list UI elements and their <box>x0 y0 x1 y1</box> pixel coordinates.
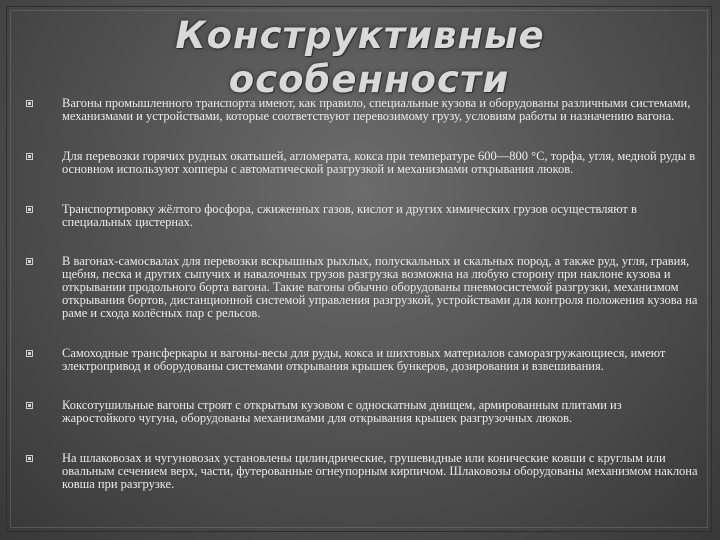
square-bullet-icon <box>26 153 33 160</box>
bullet-item <box>26 150 698 176</box>
bullet-text: В вагонах-самосвалах для перевозки вскрышных рыхлых, полускальных и скальных пород, а также руд, угля, гравия, щебня, песка и других сыпучих и навалочных грузов разгрузка возможна на любую сторону при наклоне кузова и открывании продольного борта вагона. Такие вагоны обычно оборудованы пневмосистемой разгрузки, механизмом открывания бортов, дистанционной системой управления разгрузкой, устройствами для контроля положения кузова на раме и схода колёсных пар с рельсов. <box>62 254 698 320</box>
square-bullet-icon <box>26 350 33 357</box>
bullet-text: Для перевозки горячих рудных окатышей, агломерата, кокса при температуре 600—800 °С, торфа, угля, медной руды в основном используют хопперы с автоматической разгрузкой и механизмами открывания люков. <box>62 149 696 176</box>
title-line-1: Конструктивные <box>175 14 545 57</box>
bullet-text: На шлаковозах и чугуновозах установлены цилиндрические, грушевидные или конические ковши с круглым или овальным сечением верх, части, футерованные огнеупорным кирпичом. Шлаковозы оборудованы механизмом наклона ковша при разгрузке. <box>62 451 698 491</box>
square-bullet-icon <box>26 258 33 265</box>
bullet-item <box>26 255 698 320</box>
bullet-text: Коксотушильные вагоны строят с открытым кузовом с односкатным днищем, армированным плитами из жаростойкого чугуна, оборудованы механизмами для открывания крышек разгрузочных люков. <box>62 398 622 425</box>
bullet-item <box>26 452 698 491</box>
bullet-item <box>26 97 698 123</box>
bullet-list <box>26 97 698 491</box>
bullet-text: Самоходные трансферкары и вагоны-весы для руды, кокса и шихтовых материалов саморазгружающиеся, имеют электропривод и оборудованы системами открывания крышек бункеров, дозирования и взвешивания. <box>62 346 666 373</box>
bullet-text: Транспортировку жёлтого фосфора, сжиженных газов, кислот и других химических грузов осуществляют в специальных цистернах. <box>62 202 637 229</box>
title-line-2: особенности <box>228 58 510 101</box>
bullet-item <box>26 203 698 229</box>
slide-title <box>0 14 720 102</box>
square-bullet-icon <box>26 402 33 409</box>
bullet-text: Вагоны промышленного транспорта имеют, как правило, специальные кузова и оборудованы различными системами, механизмами и устройствами, которые соответствуют перевозимому грузу, условиям работы и назначению вагона. <box>62 96 691 123</box>
square-bullet-icon <box>26 206 33 213</box>
square-bullet-icon <box>26 455 33 462</box>
square-bullet-icon <box>26 100 33 107</box>
bullet-item <box>26 399 698 425</box>
bullet-item <box>26 347 698 373</box>
